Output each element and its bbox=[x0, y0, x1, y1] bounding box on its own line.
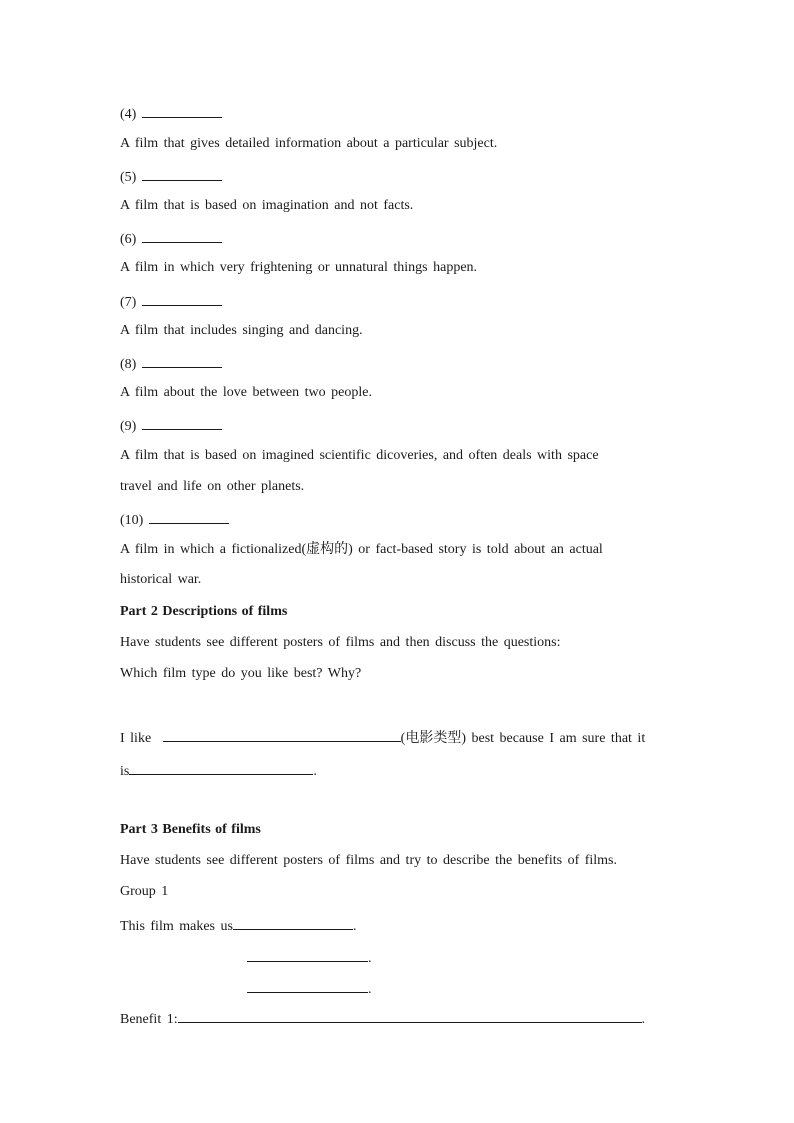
definition-text: A film in which a fictionalized( bbox=[120, 542, 307, 557]
item-7-definition: A film that includes singing and dancing. bbox=[120, 323, 363, 338]
answer-blank[interactable] bbox=[149, 509, 229, 524]
item-number: (8) bbox=[120, 357, 137, 372]
paren-open: ( bbox=[400, 731, 406, 746]
part3-heading: Part 3 Benefits of films bbox=[120, 822, 261, 837]
makes-us-line-3 bbox=[247, 978, 372, 999]
film-type-blank[interactable] bbox=[163, 727, 401, 742]
item-number: (10) bbox=[120, 513, 144, 528]
period: . bbox=[313, 764, 317, 779]
benefit-label: Benefit 1: bbox=[120, 1012, 178, 1027]
benefit-1-blank[interactable] bbox=[178, 1008, 642, 1023]
definition-text-rest: ) or fact-based story is told about an actual bbox=[348, 542, 603, 557]
item-number: (4) bbox=[120, 107, 137, 122]
period: . bbox=[368, 951, 372, 966]
period: . bbox=[352, 919, 357, 934]
makes-us-blank-2[interactable] bbox=[247, 947, 368, 962]
item-6-number-line bbox=[120, 228, 222, 249]
answer-cont-text: is bbox=[120, 764, 130, 779]
part2-question: Which film type do you like best? Why? bbox=[120, 666, 362, 681]
makes-us-blank-1[interactable] bbox=[233, 915, 353, 930]
answer-rest-text: ) best because I am sure that it bbox=[461, 731, 646, 746]
item-number: (9) bbox=[120, 419, 137, 434]
item-5-number-line bbox=[120, 166, 222, 187]
answer-blank[interactable] bbox=[142, 228, 222, 243]
item-10-definition-continued: historical war. bbox=[120, 572, 202, 587]
answer-blank[interactable] bbox=[142, 103, 222, 118]
group-label: Group 1 bbox=[120, 884, 169, 899]
period: . bbox=[641, 1012, 646, 1027]
answer-blank[interactable] bbox=[142, 353, 222, 368]
benefit-1-line bbox=[120, 1008, 645, 1029]
part3-instruction: Have students see different posters of films and try to describe the benefits of films. bbox=[120, 853, 618, 868]
item-5-definition: A film that is based on imagination and not facts. bbox=[120, 198, 414, 213]
part2-answer-continued bbox=[120, 760, 317, 781]
reason-blank[interactable] bbox=[129, 760, 313, 775]
item-9-definition-continued: travel and life on other planets. bbox=[120, 479, 305, 494]
chinese-gloss: 虚构的 bbox=[306, 541, 349, 557]
makes-us-blank-3[interactable] bbox=[247, 978, 368, 993]
part2-answer-line bbox=[120, 727, 645, 748]
item-number: (6) bbox=[120, 232, 137, 247]
item-9-definition: A film that is based on imagined scientific dicoveries, and often deals with space bbox=[120, 448, 599, 463]
item-number: (7) bbox=[120, 295, 137, 310]
sentence-text: This film makes us bbox=[120, 919, 233, 934]
answer-blank[interactable] bbox=[142, 166, 222, 181]
item-9-number-line bbox=[120, 415, 222, 436]
makes-us-line-2 bbox=[247, 947, 372, 968]
answer-blank[interactable] bbox=[142, 415, 222, 430]
item-8-definition: A film about the love between two people. bbox=[120, 385, 372, 400]
item-6-definition: A film in which very frightening or unnatural things happen. bbox=[120, 260, 478, 275]
film-makes-us-line bbox=[120, 915, 356, 936]
item-10-number-line bbox=[120, 509, 229, 530]
item-10-definition bbox=[120, 540, 603, 559]
part2-heading: Part 2 Descriptions of films bbox=[120, 604, 288, 619]
answer-blank[interactable] bbox=[142, 291, 222, 306]
chinese-gloss: 电影类型 bbox=[405, 730, 462, 746]
item-7-number-line bbox=[120, 291, 222, 312]
item-4-definition: A film that gives detailed information about a particular subject. bbox=[120, 136, 498, 151]
item-8-number-line bbox=[120, 353, 222, 374]
item-4-number-line bbox=[120, 103, 222, 124]
part2-instruction: Have students see different posters of films and then discuss the questions: bbox=[120, 635, 561, 650]
period: . bbox=[368, 982, 372, 997]
answer-start-text: I like bbox=[120, 731, 152, 746]
item-number: (5) bbox=[120, 170, 137, 185]
